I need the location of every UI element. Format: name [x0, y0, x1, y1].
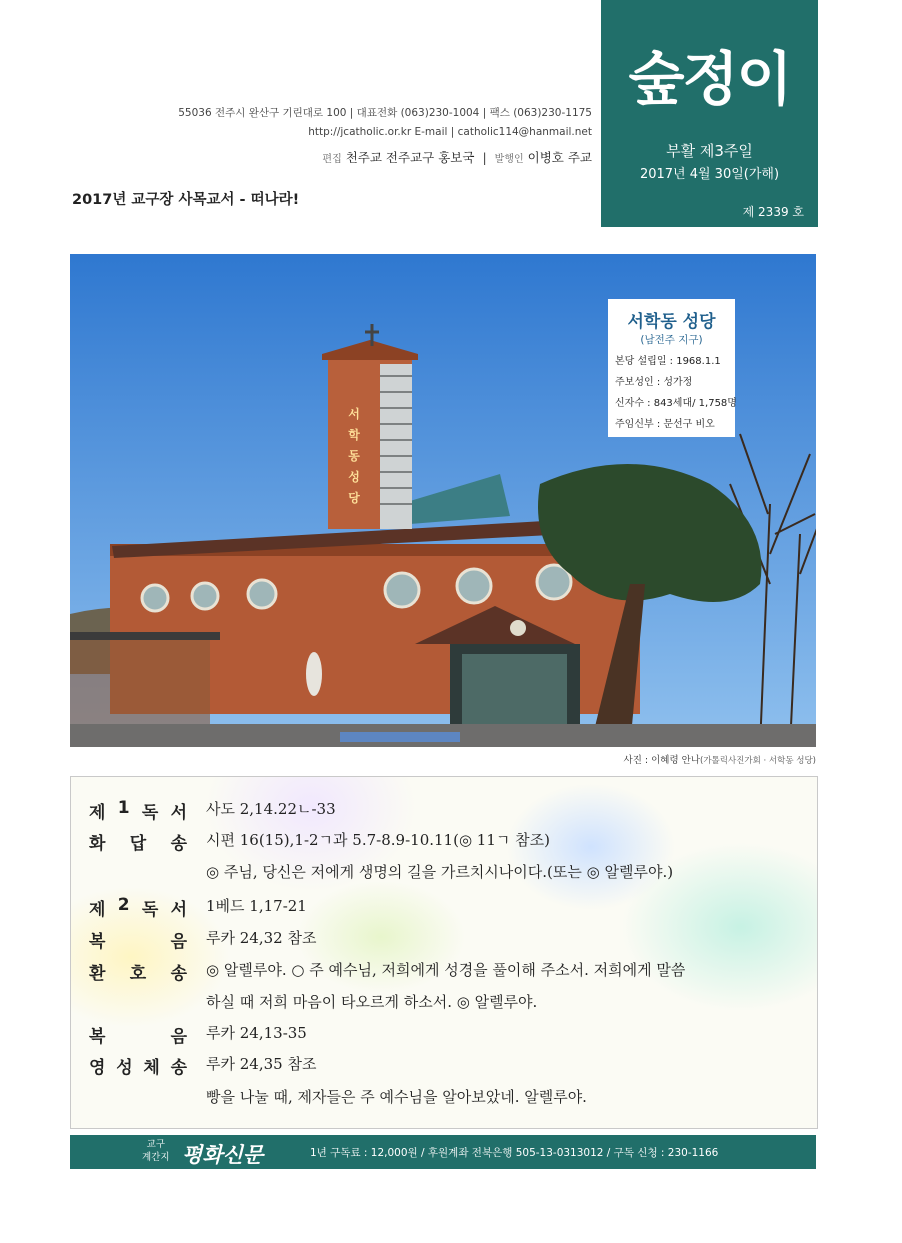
- sign-char: 서: [348, 407, 360, 421]
- reading-text: 루카 24,32 참조: [206, 929, 317, 947]
- parish-name: 서학동 성당: [627, 312, 716, 332]
- footer-small-1: 교구: [146, 1139, 165, 1150]
- slogan: 2017년 교구장 사목교서 - 떠나라!: [72, 192, 300, 208]
- reading-text: 시편 16(15),1-2ㄱ과 5.7-8.9-10.11(◎ 11ㄱ 참조): [206, 831, 550, 849]
- web-line: http://jcatholic.or.kr E-mail | catholic114@hanmail.net: [308, 126, 592, 138]
- reading-row: [71, 1086, 817, 1116]
- parish-district: (남전주 지구): [640, 334, 703, 346]
- reading-text: 사도 2,14.22ㄴ-33: [206, 800, 336, 818]
- readings-box: [70, 776, 818, 1129]
- reading-label: 영 성 체 송: [89, 1058, 187, 1078]
- footer-small-2: 계간지: [142, 1152, 170, 1163]
- reading-label: 제 1 독 서: [89, 798, 187, 823]
- publisher-label: 발행인: [494, 154, 524, 165]
- reading-row: [71, 798, 817, 828]
- photo-caption: [624, 752, 816, 766]
- publisher-value: 이병호 주교: [527, 150, 592, 165]
- parish-patron: 주보성인 : 성가정: [615, 377, 693, 388]
- parish-founded: 본당 설립일 : 1968.1.1: [615, 356, 721, 367]
- reading-row: [71, 895, 817, 925]
- footer-logo: 평화신문: [182, 1142, 264, 1167]
- sign-char: 학: [348, 428, 360, 442]
- sign-char: 동: [348, 449, 360, 463]
- reading-text: ◎ 주님, 당신은 저에게 생명의 길을 가르치시나이다.(또는 ◎ 알렐루야.): [206, 863, 674, 881]
- reading-text: 1베드 1,17-21: [206, 897, 307, 915]
- reading-row: [71, 959, 817, 989]
- sign-char: 당: [348, 491, 360, 505]
- sign-char: 성: [348, 470, 360, 484]
- reading-label: 복 음: [89, 932, 187, 952]
- publisher-line: 편집 천주교 전주교구 홍보국 | 발행인 이병호 주교: [322, 150, 592, 165]
- edit-value: 천주교 전주교구 홍보국: [345, 150, 475, 165]
- tower-sign: [345, 404, 363, 509]
- liturgical-week: 부활 제3주일: [666, 142, 753, 160]
- footer-info: 1년 구독료 : 12,000원 / 후원계좌 전북은행 505-13-0313012 / 구독 신청 : 230-1166: [310, 1147, 719, 1159]
- masthead: [601, 0, 818, 227]
- caption-sub: (가톨릭사진가회 · 서학동 성당): [700, 756, 816, 766]
- edit-label: 편집: [322, 154, 342, 165]
- issue-date: 2017년 4월 30일(가해): [639, 167, 780, 182]
- reading-row: [71, 861, 817, 891]
- reading-text: 빵을 나눌 때, 제자들은 주 예수님을 알아보았네. 알렐루야.: [206, 1088, 587, 1106]
- parish-members: 신자수 : 843세대/ 1,758명: [615, 398, 737, 409]
- reading-label: 화 답 송: [89, 834, 187, 854]
- footer-bar: [70, 1135, 816, 1169]
- reading-text: ◎ 알렐루야. ○ 주 예수님, 저희에게 성경을 풀이해 주소서. 저희에게 말씀: [206, 961, 686, 979]
- parish-pastor: 주임신부 : 문선구 비오: [615, 419, 715, 430]
- reading-label: 환 호 송: [89, 964, 187, 984]
- reading-text: 루카 24,13-35: [206, 1024, 307, 1042]
- issue-number: 제 2339 호: [742, 205, 804, 219]
- reading-row: [71, 991, 817, 1021]
- caption-main: 사진 : 이혜령 안나: [623, 755, 701, 766]
- reading-text: 하실 때 저희 마음이 타오르게 하소서. ◎ 알렐루야.: [206, 993, 538, 1011]
- footer-small-label: [142, 1138, 170, 1164]
- address-line: 55036 전주시 완산구 기린대로 100 | 대표전화 (063)230-1004 | 팩스 (063)230-1175: [178, 107, 592, 119]
- reading-row: [71, 1053, 817, 1083]
- reading-text: 루카 24,35 참조: [206, 1055, 317, 1073]
- masthead-logo: 숲정이: [628, 45, 791, 113]
- reading-label: 복 음: [89, 1027, 187, 1047]
- reading-label: 제 2 독 서: [89, 895, 187, 920]
- reading-row: [71, 1022, 817, 1052]
- reading-row: [71, 829, 817, 859]
- church-photo: [70, 254, 816, 747]
- reading-row: [71, 927, 817, 957]
- parish-infobox: [608, 299, 735, 437]
